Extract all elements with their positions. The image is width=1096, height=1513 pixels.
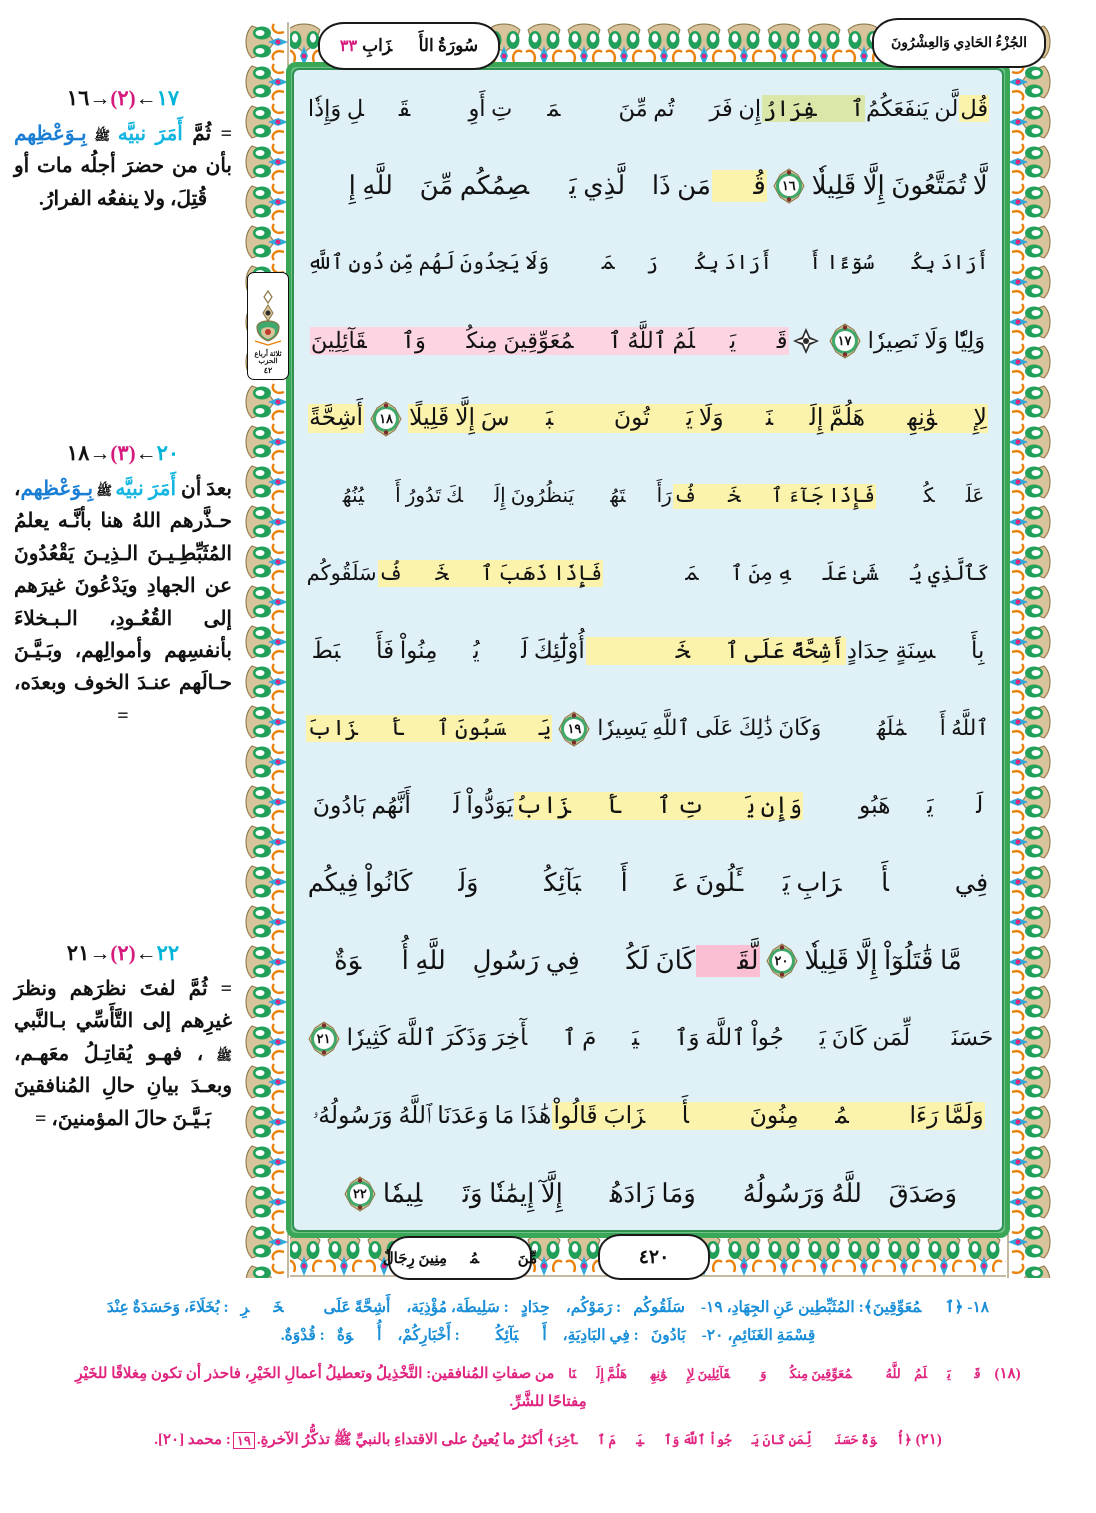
- range-start: ١٨: [66, 441, 90, 465]
- footnote-lexical: ١٨- ﴿ٱلۡمُعَوِّقِينَ﴾: المُثَبِّطِين عَنِ الجِهَادِ، ١٩- ﴿سَلَقُوكُم﴾: رَمَوْكُم، ﴿حِدَادٍ﴾: سَلِيطَة، مُؤْذِيَة، ﴿أَشِحَّةً عَلَى ٱلۡخَيۡرِ﴾: بُخَلَاءَ، وَحَسَدَةٌ عِنْدَ: [106, 1299, 990, 1316]
- footnote-comment: من صفاتِ المُنافقين: التَّخْذِيلُ وتعطيلُ أعمالِ الخَيْرِ، فاحذر أن تكون مِغلاقًا للخَيْرِ: [75, 1366, 559, 1383]
- margin-note-part: بِـوَعْظِهم: [20, 478, 94, 500]
- footnote-ayah-ref: (٢١): [915, 1432, 942, 1449]
- quran-segment: هَٰذَا مَا وَعَدَنَا ٱللَّهُ وَرَسُولُهُۥ: [312, 1102, 552, 1129]
- juz-cartouche: [872, 18, 1046, 68]
- footnote-ref-box: ١٩: [233, 1432, 255, 1450]
- catchword-cartouche: [382, 1236, 538, 1280]
- range-arrow-right: →: [89, 941, 111, 965]
- ayah-number-marker: [342, 1176, 378, 1212]
- quran-line: [306, 778, 990, 835]
- footnote-guidance: [18, 1428, 1078, 1452]
- footnote-comment: أكثرُ ما يُعينُ على الاقتداءِ بالنبيِّ ﷺ تذكُّرُ الآخرةِ.: [256, 1432, 547, 1449]
- quran-segment: سَلَقُوكُم: [306, 561, 377, 586]
- quran-segment: لَّا تُمَتَّعُونَ إِلَّا قَلِيلٗا: [811, 171, 988, 201]
- margin-note-part: ﷺ: [86, 128, 118, 143]
- page-number: ٤٢٠: [638, 1246, 670, 1268]
- quran-line: [306, 1088, 990, 1145]
- ayah-number-text: ١٨: [379, 410, 394, 426]
- quran-line: [306, 855, 990, 912]
- quran-segment: وَلِيّٗا وَلَا نَصِيرٗا: [867, 328, 986, 354]
- quran-segment: أَرَادَ بِكُمۡ سُوٓءًا أَوۡ أَرَادَ بِكُمۡ رَحۡمَةٗۚ وَلَا يَجِدُونَ لَهُم مِّن دُونِ ٱللَّهِ: [307, 251, 989, 274]
- margin-note-part: بعدَ أن: [176, 478, 232, 500]
- juz-label: الجُزْءُ الحَادِي وَالعِشْرُونَ: [890, 35, 1028, 51]
- margin-note: [8, 441, 238, 732]
- footnote-separator: [18, 1418, 1078, 1428]
- ayah-number-marker: [771, 168, 807, 204]
- range-arrow-left: ←: [135, 441, 157, 465]
- quran-segment: لَّن يَنفَعَكُمُ: [866, 95, 959, 121]
- margin-note-range: [14, 441, 232, 466]
- quran-segment: مَّا قَٰتَلُوٓاْ إِلَّا قَلِيلٗا: [804, 946, 962, 976]
- quran-segment: مَن ذَا ٱلَّذِي يَعۡصِمُكُم مِّنَ ٱللَّهِ إِنۡ: [308, 171, 711, 201]
- ayah-number-text: ١٦: [781, 178, 796, 193]
- quran-line: [306, 933, 990, 990]
- surah-title-cartouche: [318, 22, 500, 70]
- quran-text-lines: [298, 74, 998, 1226]
- border-motif-left: [244, 22, 290, 1278]
- quran-line: [306, 468, 990, 525]
- range-count: (٢): [110, 86, 136, 110]
- footnote-source-ref: : محمد [٢٠].: [154, 1432, 231, 1449]
- hizb-marker: [247, 272, 289, 380]
- range-end: ٢٢: [156, 941, 180, 965]
- footnote-separator: [18, 1352, 1078, 1362]
- quran-line: [306, 235, 990, 292]
- margin-note-part: بِـوَعْظِهم: [14, 123, 87, 145]
- quran-segment: أُوْلَٰٓئِكَ لَمۡ يُؤۡمِنُواْ فَأَحۡبَطَ: [311, 637, 585, 663]
- margin-note-range: [14, 86, 232, 111]
- quran-segment: حَسَنَةٞ لِّمَن كَانَ يَرۡجُواْ ٱللَّهَ وَٱلۡيَوۡمَ ٱلۡأٓخِرَ وَذَكَرَ ٱللَّهَ كَثِيرٗا: [346, 1025, 994, 1051]
- range-count: (٣): [110, 441, 136, 465]
- margin-note-part: أَمَرَ نبيَّه: [115, 478, 176, 500]
- ayah-number-text: ٢٢: [352, 1185, 367, 1201]
- quran-segment: يَوَدُّواْ لَوۡ أَنَّهُم بَادُونَ: [312, 792, 514, 819]
- range-start: ١٦: [66, 86, 90, 110]
- quran-segment: قُل: [960, 95, 989, 121]
- margin-note-part: ﷺ: [93, 483, 116, 498]
- rub-el-hizb-icon: [793, 328, 819, 354]
- margin-note-part: أَمَرَ نبيَّه: [117, 123, 183, 145]
- range-arrow-right: →: [89, 441, 111, 465]
- footnote-guidance: [18, 1362, 1078, 1386]
- quran-segment: عَلَيۡكُمۡۖ: [876, 484, 985, 507]
- quran-segment: ٱللَّهُ أَعۡمَٰلَهُمۡۚ وَكَانَ ذَٰلِكَ عَلَى ٱللَّهِ يَسِيرٗا: [597, 716, 989, 741]
- quran-segment: لَّقَدۡ: [696, 946, 759, 976]
- range-start: ٢١: [66, 941, 90, 965]
- margin-note-text: [14, 118, 232, 215]
- margin-note-part: ، فهـو يُقاتِـلُ معَهـم، وبعـدَ بيانِ حالِ المُنافقينَ بَـيَّـنَ حالَ المؤمنينَ، =: [14, 1042, 232, 1130]
- quran-segment: يَحۡسَبُونَ ٱلۡأَحۡزَابَ: [307, 716, 552, 741]
- margin-note-text: [14, 473, 232, 732]
- quran-segment: لِإِخۡوَٰنِهِمۡ هَلُمَّ إِلَيۡنَاۖ وَلَا يَأۡتُونَ ٱلۡبَأۡسَ إِلَّا قَلِيلًا: [409, 405, 987, 432]
- quran-segment: وَإِن يَأۡتِ ٱلۡأَحۡزَابُ: [515, 792, 803, 819]
- footnotes: [18, 1296, 1078, 1506]
- hizb-number: ٤٢: [263, 366, 273, 375]
- quran-segment: أَشِحَّةً: [309, 405, 364, 432]
- quran-segment: فَإِذَا جَآءَ ٱلۡخَوۡفُ: [673, 484, 875, 507]
- margin-notes: [8, 86, 238, 1266]
- quran-line: [306, 623, 990, 680]
- ayah-number-marker: [306, 1021, 342, 1057]
- quran-segment: أَشِحَّةً عَلَى ٱلۡخَيۡرِۚ: [586, 637, 846, 665]
- quran-line: [306, 545, 990, 602]
- quran-segment: كَانَ لَكُمۡ فِي رَسُولِ ٱللَّهِ أُسۡوَةٌ: [334, 946, 695, 976]
- margin-note: [8, 86, 238, 215]
- ayah-number-text: ١٧: [837, 333, 852, 348]
- range-arrow-left: ←: [135, 86, 157, 110]
- margin-note: [8, 941, 238, 1135]
- quran-line: [306, 390, 990, 447]
- margin-note-part: = ثُمَّ: [182, 123, 232, 145]
- quran-line: [306, 158, 990, 215]
- quran-line: [306, 313, 990, 370]
- ornate-border-right: [1006, 22, 1052, 1278]
- quran-segment: قَدۡ يَعۡلَمُ ٱللَّهُ ٱلۡمُعَوِّقِينَ مِنكُمۡ وَٱلۡقَآئِلِينَ: [310, 328, 788, 354]
- range-end: ١٧: [156, 86, 180, 110]
- quran-segment: رَأَيۡتَهُمۡ يَنظُرُونَ إِلَيۡكَ تَدُورُ أَعۡيُنُهُمۡ: [311, 484, 672, 507]
- hizb-label: ثلاثة أرباع الحزب: [254, 349, 282, 366]
- quran-segment: بِأَلۡسِنَةٍ حِدَادٍ: [846, 637, 985, 663]
- quran-line: [306, 1165, 990, 1222]
- footnote-ayah-ref: (١٨): [994, 1366, 1021, 1383]
- footnote-guidance-continued: مِفتاحًا للشَّرِّ.: [509, 1394, 587, 1411]
- catchword-text: مِّنَ ٱلۡمُؤۡمِنِينَ رِجَالٌ: [382, 1250, 538, 1267]
- range-arrow-right: →: [89, 86, 111, 110]
- surah-title: سُورَةُ الأَحۡزَابِ: [362, 36, 479, 55]
- footnote-lexical: قِسْمَةِ الغَنَائِمِ، ٢٠- ﴿بَادُونَ﴾: فِي البَادِيَةِ، ﴿أَنۢبَآئِكُمۡ﴾: أَخْبَارِكُمْ، ﴿أُسۡوَةٌ﴾: قُدْوَةٌ.: [280, 1327, 816, 1345]
- margin-note-part: بأن من حضرَ أجلُه مات أو قُتِلَ، ولا ينفعُه الفرارُ.: [14, 155, 232, 210]
- quran-line: [306, 80, 990, 137]
- margin-note-text: [14, 973, 232, 1135]
- ayah-number-marker: [556, 711, 592, 747]
- margin-note-part: ﷺ: [203, 1047, 232, 1063]
- quran-segment: كَٱلَّذِي يُغۡشَىٰ عَلَيۡهِ مِنَ ٱلۡمَوۡتِۖ: [604, 561, 990, 586]
- border-motif-right: [1006, 22, 1052, 1278]
- quran-segment: فَإِذَا ذَهَبَ ٱلۡخَوۡفُ: [378, 561, 603, 586]
- margin-note-part: ، حـذَّرهم اللهُ هنا بأنَّـه يعلمُ المُثَبِّطِـيـنَ الـذِيـنَ يَقْعُدُونَ عن الجهادِ ويَدْعُونَ غيرَهم إلى القُعُـودِ، الـبـخلاءَ بأنفسِهم وأموالِهم، وبَـيَّـنَ حـالَهم عنـدَ الخوف وبعدَه، =: [14, 478, 232, 727]
- quran-segment: ٱلۡفِرَارُ: [763, 95, 865, 121]
- page-number-cartouche: [598, 1234, 710, 1280]
- footnote-quote: ﴿قَدۡ يَعۡلَمُ ٱللَّهُ ٱلۡمُعَوِّقِينَ مِنكُمۡ وَٱلۡقَآئِلِينَ لِإِخۡوَٰنِهِمۡ هَلُمَّ إِلَيۡنَا﴾: [558, 1366, 991, 1382]
- quran-segment: قُلۡ: [712, 171, 766, 201]
- ayah-number-text: ١٩: [567, 720, 582, 736]
- quran-segment: لَمۡ يَذۡهَبُواْۖ: [804, 792, 984, 819]
- ayah-number-text: ٢١: [316, 1030, 331, 1046]
- ayah-number-marker: [764, 943, 800, 979]
- range-end: ٢٠: [156, 441, 180, 465]
- range-arrow-left: ←: [135, 941, 157, 965]
- quran-segment: وَلَمَّا رَءَا ٱلۡمُؤۡمِنُونَ ٱلۡأَحۡزَابَ قَالُواْ: [553, 1102, 984, 1129]
- quran-line: [306, 1010, 994, 1067]
- hizb-ornament-icon: [253, 289, 283, 349]
- ayah-number-text: ٢٠: [774, 953, 789, 968]
- quran-segment: إِن فَرَرۡتُم مِّنَ ٱلۡمَوۡتِ أَوِ ٱلۡقَتۡلِ وَإِذٗا: [307, 95, 762, 121]
- ornate-border-left: [244, 22, 290, 1278]
- margin-note-part: = ثُمَّ لفتَ نظرَهم ونظرَ غيرِهم إلى التَّأَسِّي بـالنَّبي: [14, 978, 232, 1033]
- range-count: (٢): [110, 941, 136, 965]
- surah-number: ٣٣: [339, 38, 358, 55]
- quran-line: [306, 700, 990, 757]
- margin-note-range: [14, 941, 232, 966]
- quran-segment: وَصَدَقَ ٱللَّهُ وَرَسُولُهُۥۚ وَمَا زَادَهُمۡ إِلَّآ إِيمَٰنٗا وَتَسۡلِيمٗا: [382, 1178, 958, 1208]
- quran-segment: فِي ٱلۡأَعۡرَابِ يَسۡـَٔلُونَ عَنۡ أَنۢبَآئِكُمۡۖ وَلَوۡ كَانُواْ فِيكُم: [307, 868, 989, 898]
- footnote-quote: ﴿أُسۡوَةٌ حَسَنَةٞ لِّمَن كَانَ يَرۡجُواْ ٱللَّهَ وَٱلۡيَوۡمَ ٱلۡأٓخِرَ﴾: [546, 1432, 912, 1448]
- ayah-number-marker: [368, 401, 404, 437]
- ayah-number-marker: [827, 323, 863, 359]
